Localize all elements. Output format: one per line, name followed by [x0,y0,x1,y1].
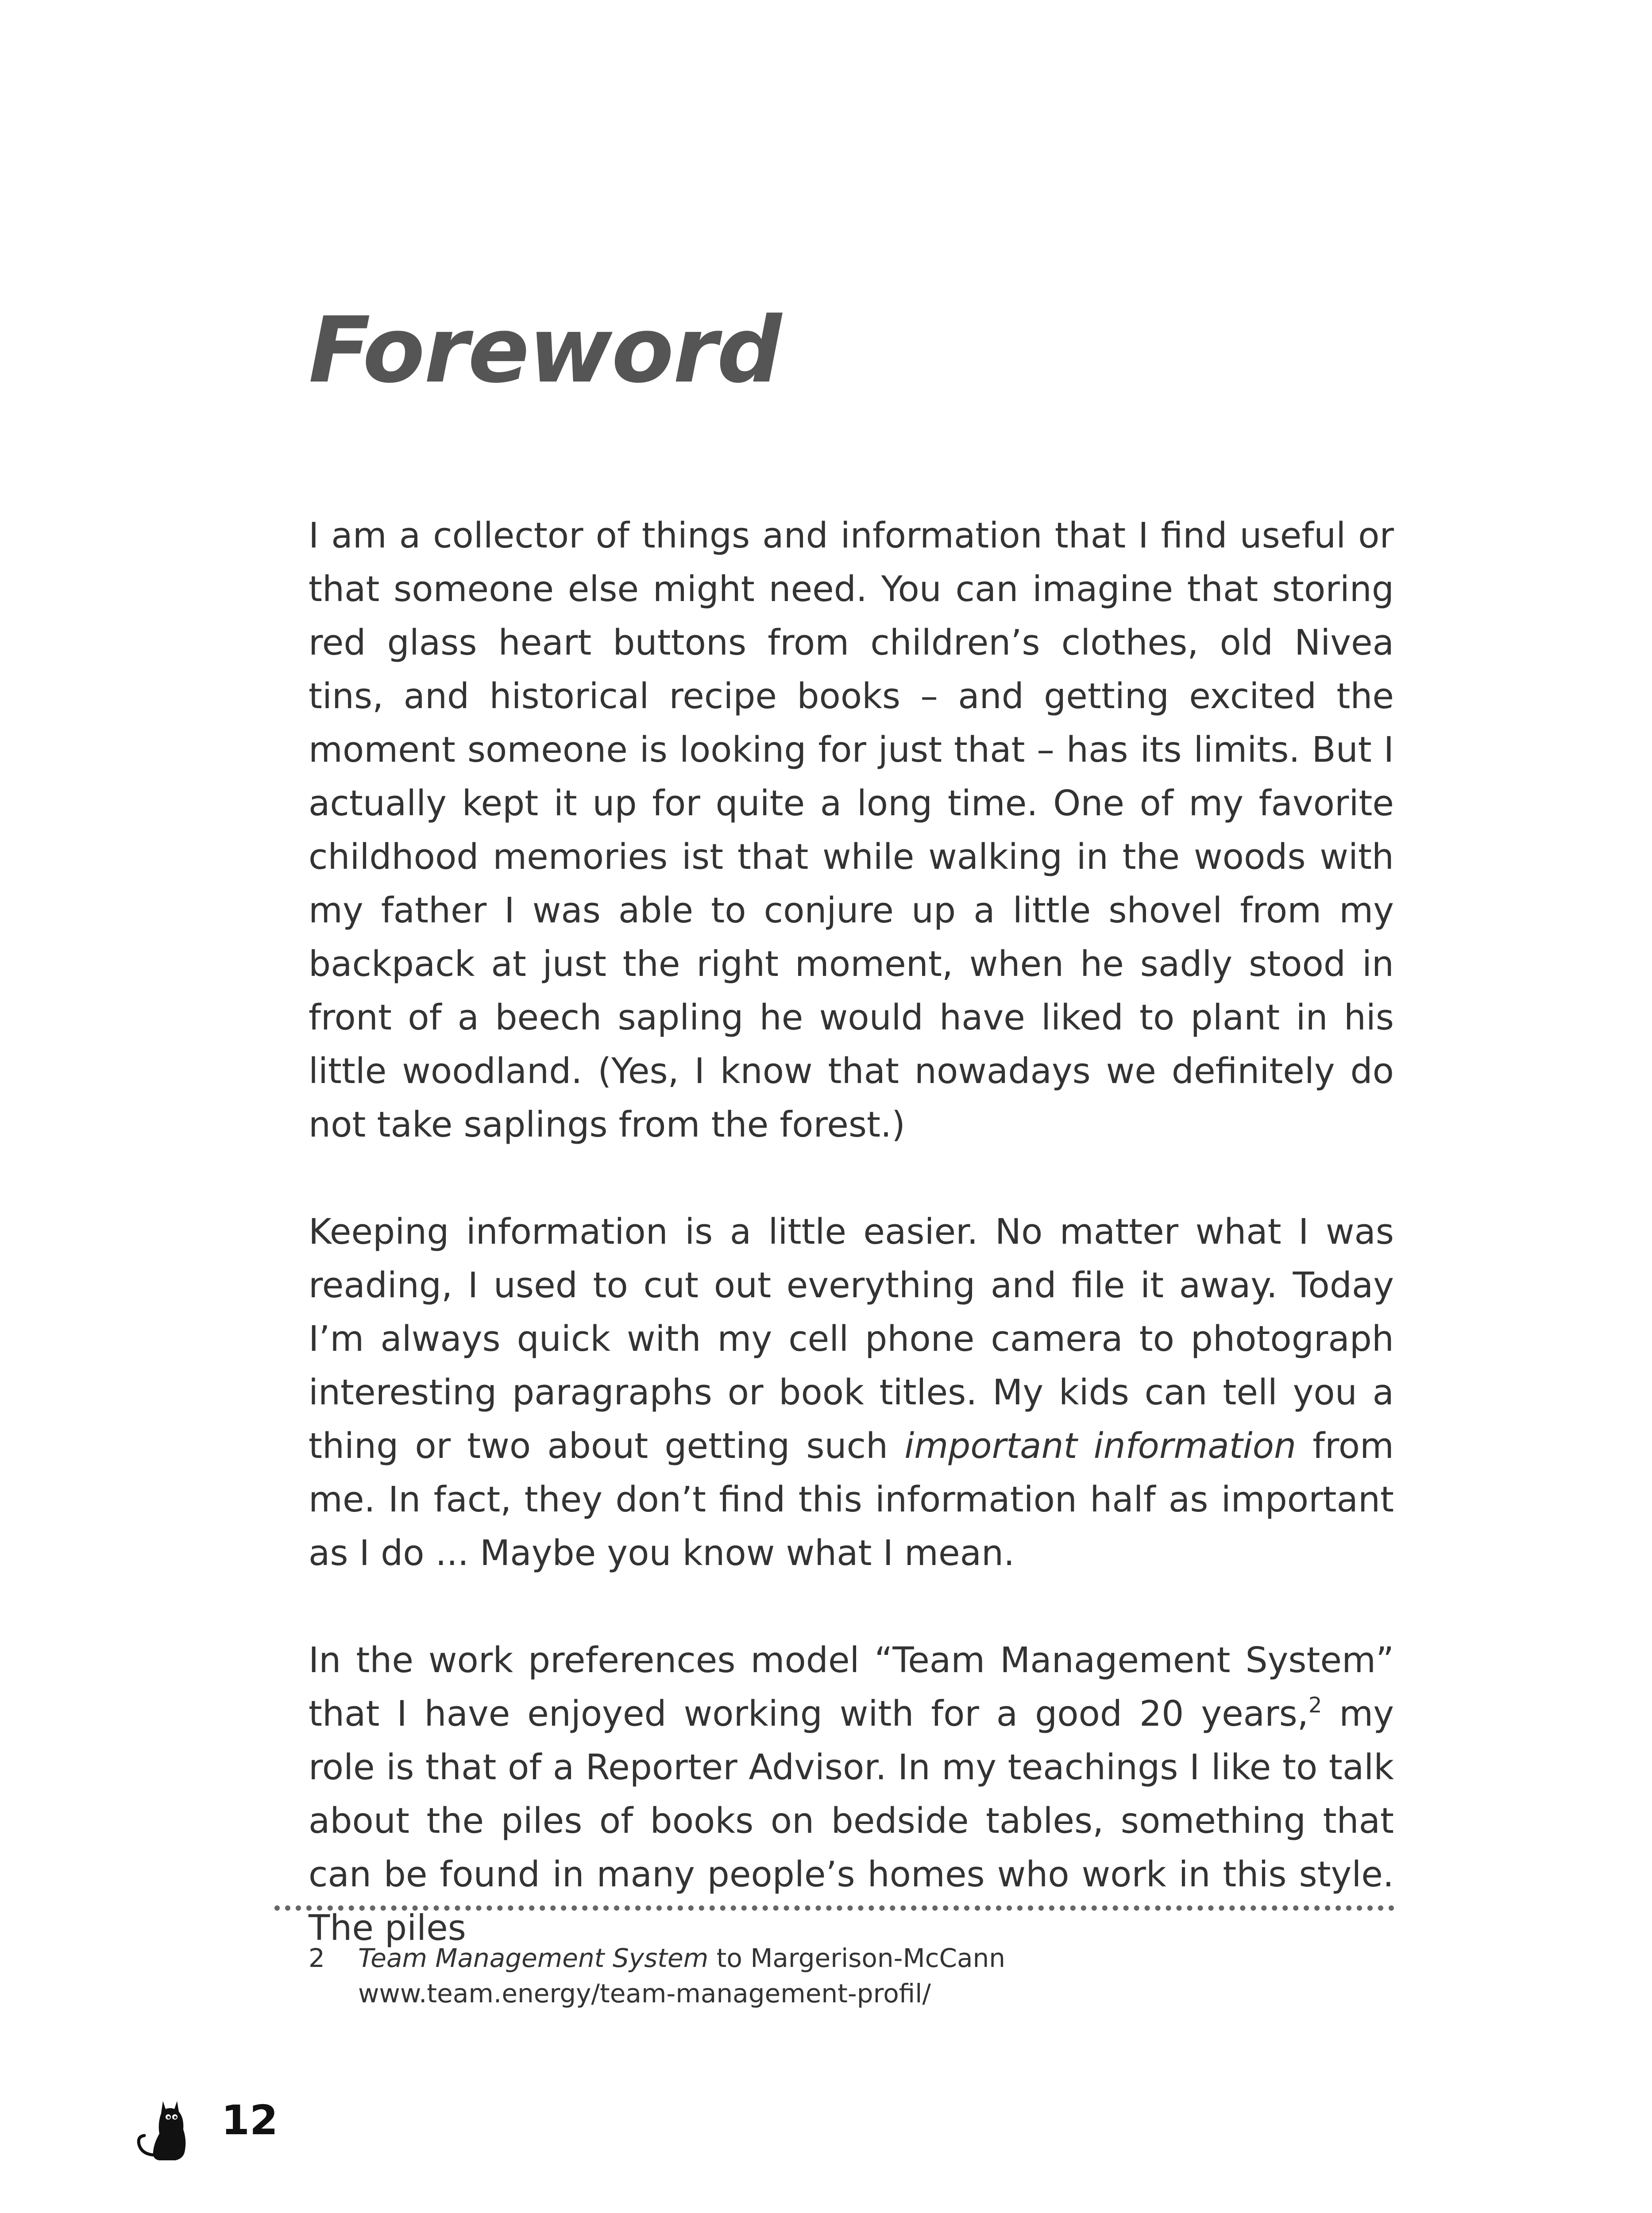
paragraph-2-text-b: from me. In fact, they don’t find this information half as important as I do ... Maybe you know what I mean. [309,1426,1394,1573]
body-text [309,509,1394,1955]
footnote-url[interactable]: www.team.energy/team-management-profil/ [358,1978,931,2009]
footnote-line-1 [358,1940,1005,1976]
footnote-source: to Margerison-McCann [708,1943,1006,1973]
footnote-reference[interactable]: 2 [1308,1693,1322,1718]
cat-silhouette-icon [133,2097,195,2163]
footnote-title: Team Management System [358,1943,709,1973]
footnote-text [358,1940,1005,2011]
footnote-divider [274,1905,1394,1911]
chapter-title: Foreword [309,298,781,403]
paragraph-2-emphasis: important information [904,1426,1297,1466]
page-number: 12 [221,2097,278,2144]
paragraph-1: I am a collector of things and information that I find useful or that someone else might need. You can imagine that storing red glass heart buttons from children’s clothes, old Nivea tins, and historical recipe books – and getting excited the moment someone is looking for just that – has its limits. But I actually kept it up for quite a long time. One of my favorite childhood memories ist that while walking in the woods with my father I was able to conjure up a little shovel from my backpack at just the right moment, when he sadly stood in front of a beech sapling he would have liked to plant in his little woodland. (Yes, I know that nowadays we definitely do not take saplings from the forest.) [309,515,1394,1145]
paragraph-2 [309,1205,1394,1580]
paragraph-3-text-a: In the work preferences model “Team Management System” that I have enjoyed working with for a good 20 years, [309,1640,1394,1734]
paragraph-2-text-a: Keeping information is a little easier. No matter what I was reading, I used to cut out everything and file it away. Today I’m always quick with my cell phone camera to photograph interesting paragraphs or book titles. My kids can tell you a thing or two about getting such [309,1211,1394,1466]
paragraph-3-text-b: my role is that of a Reporter Advisor. In my teachings I like to talk about the piles of books on bedside tables, something that can be found in many people’s homes who work in this style. The piles [309,1693,1394,1948]
footnote-number: 2 [309,1943,325,1973]
